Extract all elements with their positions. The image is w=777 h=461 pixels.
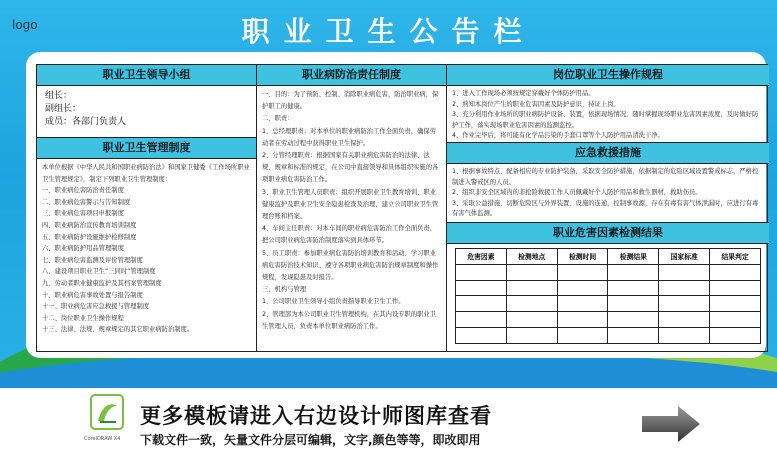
column-leadership (37, 65, 257, 351)
paragraph: 六、职业病防护用品管理制度 (42, 245, 124, 253)
paragraph: 4、作业完毕后，将可能有化学品污染的手套口罩等个人防护用品清洗干净。 (452, 132, 664, 139)
paragraph: 3、采取公益措施，切断危险区与外界装置、设施的连通，控制事故源，存在有毒有害气体泄漏时，应进行有毒有害气体监测。 (452, 199, 759, 217)
column-operations (447, 65, 769, 351)
leadership-list (37, 86, 256, 138)
promo-headline: 更多模板请进入右边设计师图库查看 (140, 404, 492, 428)
leader-line: 副组长： (45, 104, 82, 114)
paragraph: 十二、岗位职业卫生操作规程 (42, 314, 124, 322)
table-header-cell: 危害因素 (456, 249, 507, 265)
notice-grid (36, 64, 768, 352)
paragraph: 十、职业病危害事故处置与报告制度 (42, 291, 143, 299)
emergency-measures-header: 应急救援措施 (447, 142, 769, 164)
responsibility-text (257, 86, 446, 336)
leadership-group-header: 职业卫生领导小组 (37, 65, 256, 86)
table-row (456, 296, 761, 312)
leader-line: 组长： (45, 91, 73, 101)
coreldraw-logo-icon (90, 394, 124, 430)
management-system-header: 职业卫生管理制度 (37, 138, 256, 159)
paragraph: 五、职业病防护设施维护检修制度 (42, 233, 137, 241)
paragraph: 1、总经理职责：对本单位的职业病防治工作全面负责，确保劳动者在劳动过程中获得职业卫生保护。 (262, 127, 437, 147)
right-arrow-icon (642, 404, 702, 444)
paragraph: 3、职业卫生管理人员职责：组织开展职业卫生教育培训、职业健康监护及职业卫生安全隐患检查及治理，建立公司职业卫生管理台账和档案。 (262, 188, 439, 221)
software-label: CorelDRAW X4 (84, 436, 121, 442)
paragraph: 1、公司职业卫生领导小组负责指导职业卫生工作。 (262, 298, 405, 306)
operation-rules-header: 岗位职业卫生操作规程 (447, 65, 769, 86)
table-row (456, 312, 761, 328)
paragraph: 一、职业病危害防治责任制度 (42, 187, 124, 195)
paragraph: 2、管理部为本公司职业卫生管理机构，在其内设专职的职业卫生管理人员，负责本单位职业病防治工作。 (262, 310, 437, 330)
emergency-measures-text (447, 164, 769, 222)
paragraph: 十一、职业病危害应急救援与管理制度 (42, 303, 150, 311)
logo-placeholder: logo (12, 18, 38, 32)
table-header-cell: 检测结果 (608, 249, 659, 265)
responsibility-header: 职业病防治责任制度 (257, 65, 446, 86)
paragraph: 1、根据事故特点，配备相应的专业防护装备，采取安全防护措施，依据制定的危险区域设置警戒标志，严格控制进入警戒区的人员。 (452, 168, 759, 186)
paragraph: 八、建设项目职业卫生“三同时”管理制度 (42, 268, 156, 276)
paragraph: 5、员工职责：参加职业病危害防治培训教育和活动、学习职业病危害防治技术知识、遵守各项职业病危害防治规章制度和操作规程，发现隐患及时报告。 (262, 249, 439, 282)
paragraph: 本单位根据《中华人民共和国职业病防治法》和国家卫健委《工作场所职业卫生管理规定》，制定下列职业卫生管理制度： (42, 164, 250, 183)
detection-results-header: 职业危害因素检测结果 (447, 222, 769, 244)
leader-line: 成员：各部门负责人 (45, 117, 127, 127)
table-row (456, 264, 761, 280)
paragraph: 2、组织非安全区域内的非抢险救援工作人员佩戴好个人防护用品和救生器材，救助伤员。 (452, 189, 702, 196)
paragraph: 1、进入工作现场必须按规定穿戴好个体防护用品。 (452, 90, 595, 97)
paragraph: 一、目的：为了预防、控制、消除职业病危害，防治职业病，保护职工的健康。 (262, 91, 439, 111)
paragraph: 二、职责： (262, 115, 294, 123)
paragraph: 二、职业病危害警示与告知制度 (42, 198, 131, 206)
board-title: 职业卫生公告栏 (241, 15, 536, 48)
paragraph: 3、充分利用作业场所的职业病防护设备、装置，依据现场情况，随时掌握现场职业危害因素浓度，及时做好防护工作，落实现场职业危害因素的监测监控。 (452, 111, 759, 129)
paragraph: 2、熟知本岗位产生的职业危害因素及防护意识，持证上岗。 (452, 100, 620, 108)
column-responsibility (257, 65, 447, 351)
paragraph: 三、机构与管理 (262, 286, 307, 294)
paragraph: 三、职业病危害项目申报制度 (42, 210, 124, 218)
paragraph: 十三、法律、法规、规章规定的其它职业病防治制度。 (42, 326, 194, 334)
table-header-cell: 检测地点 (506, 249, 557, 265)
paragraph: 四、职业病防治宣传教育培训制度 (42, 221, 137, 229)
table-row (456, 327, 761, 343)
table-header-cell: 检测时间 (557, 249, 608, 265)
table-header-cell: 国家标准 (659, 249, 710, 265)
detection-results-table (455, 248, 761, 344)
paragraph: 2、分管经理职责：根据国家有关职业病危害防治的法律、法规、规章和标准的规定，在公司中直接领导和具体组织实施的各项职业病危害防治工作。 (262, 152, 439, 184)
table-header-cell: 结果判定 (710, 249, 761, 265)
table-row (456, 280, 761, 296)
paragraph: 七、职业病危害监测及评价管理制度 (42, 256, 143, 264)
management-system-text (37, 159, 256, 339)
operation-rules-text (447, 86, 769, 142)
promo-subline: 下载文件一致，矢量文件分层可编辑，文字,颜色等等，即改即用 (140, 433, 481, 447)
paragraph: 九、劳动者职业健康监护及其档案管理制度 (42, 279, 162, 287)
table-header-row (456, 249, 761, 265)
paragraph: 4、车间主任职责：对本车间的职业病危害防治工作全面负责，把公司职业病危害防治制度落实到具体环节。 (262, 225, 437, 245)
